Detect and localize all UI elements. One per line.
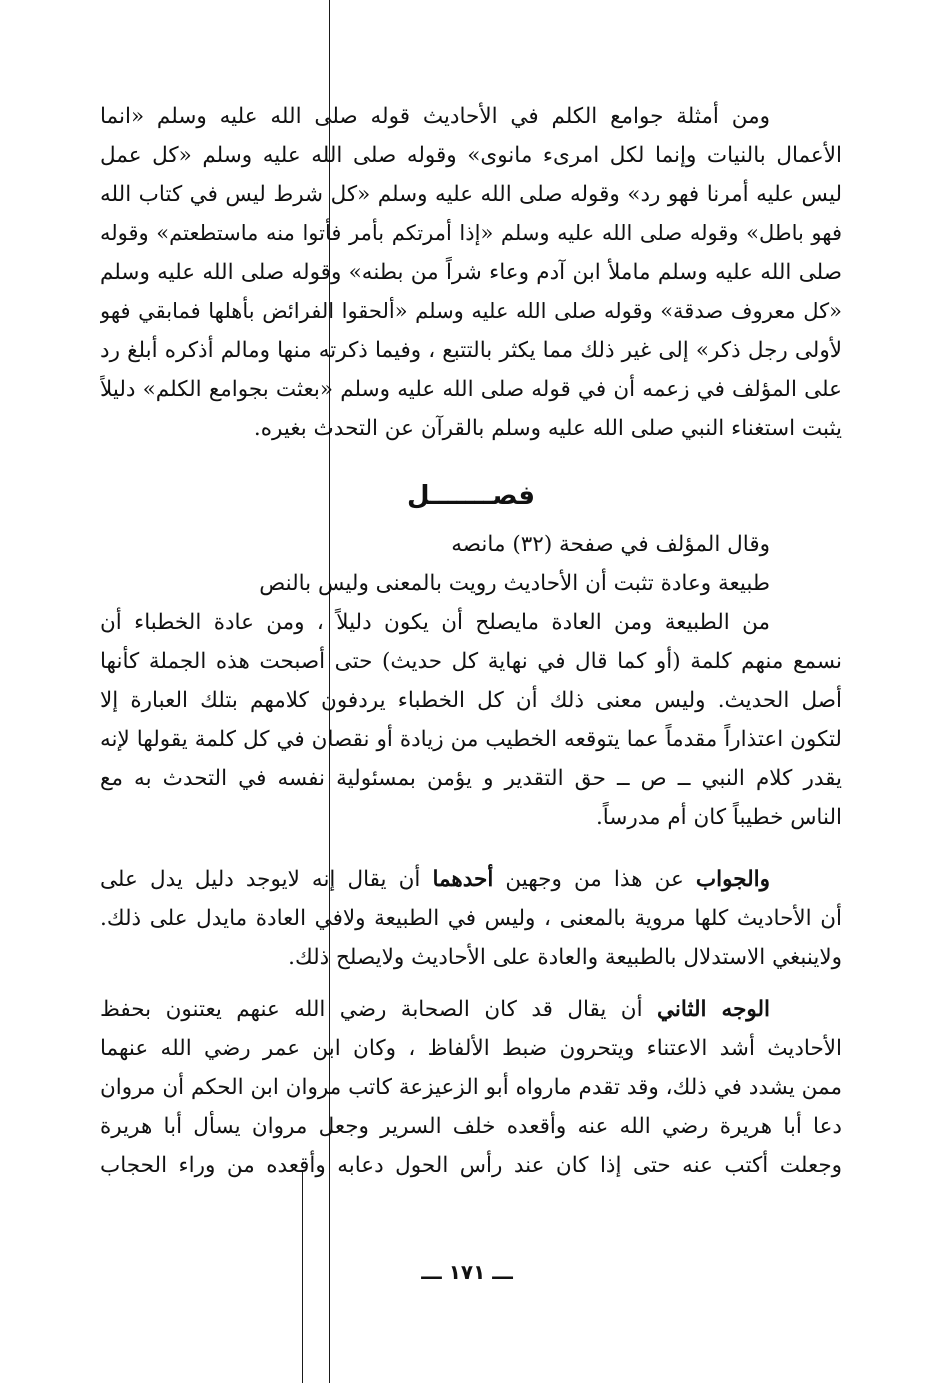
text-line: ولاينبغي الاستدلال بالطبيعة والعادة على الأحاديث ولايصلح ذلك.	[288, 945, 842, 970]
second-aspect-text: أن يقال قد كان الصحابة رضي الله عنهم يعتنون بحفظ	[100, 997, 643, 1022]
text-line: لأولى رجل ذكر» إلى غير ذلك مما يكثر بالتتبع ، وفيما ذكرته منها ومالم أذكره أبلغ رد	[100, 338, 842, 363]
text-line: أن الأحاديث كلها مروية بالمعنى ، وليس في الطبيعة ولافي العادة مايدل على ذلك.	[100, 906, 842, 931]
paragraph-jawami-al-kalim	[100, 97, 842, 448]
text-line: يقدر كلام النبي ــ ص ــ حق التقدير و يؤمن بمسئولية نفسه في التحدث به مع	[100, 766, 842, 791]
answer-lead: والجواب	[695, 867, 770, 892]
answer-text-c: أن يقال إنه لايوجد دليل يدل على	[100, 867, 421, 892]
page-number: ـــ ١٧١ ـــ	[421, 1260, 513, 1284]
text-line	[100, 860, 842, 899]
text-line: ممن يشدد في ذلك، وقد تقدم مارواه أبو الزعيزعة كاتب مروان ابن الحكم أن مروان	[100, 1075, 842, 1100]
paragraph-author-quote	[100, 525, 842, 837]
text-line: أصل الحديث. وليس معنى ذلك أن كل الخطباء يردفون كلامهم بتلك العبارة إلا	[100, 688, 842, 713]
text-line: نسمع منهم كلمة (أو كما قال في نهاية كل حديث) حتى أصبحت هذه الجملة كأنها	[100, 649, 842, 674]
text-line: ومن أمثلة جوامع الكلم في الأحاديث قوله صلى الله عليه وسلم «انما	[100, 104, 770, 129]
second-aspect-lead: الوجه الثاني	[657, 997, 770, 1022]
answer-first-point: أحدهما	[432, 867, 494, 892]
text-line: الأعمال بالنيات وإنما لكل امرىء مانوى» وقوله صلى الله عليه وسلم «كل عمل	[100, 143, 842, 168]
text-line: «كل معروف صدقة» وقوله صلى الله عليه وسلم «ألحقوا الفرائض بأهلها فمابقي فهو	[100, 299, 842, 323]
text-line: يثبت استغناء النبي صلى الله عليه وسلم بالقرآن عن التحدث بغيره.	[253, 416, 842, 441]
text-line: الناس خطيباً كان أم مدرساً.	[595, 805, 842, 830]
text-line: دعا أبا هريرة رضي الله عنه وأقعده خلف السرير وجعل مروان يسأل أبا هريرة	[100, 1114, 842, 1139]
section-heading-text: فصـــــــل	[406, 481, 536, 511]
text-line: على المؤلف في زعمه أن في قوله صلى الله عليه وسلم «بعثت بجوامع الكلم» دليلاً	[100, 377, 842, 402]
answer-text-a: عن هذا من وجهين	[505, 867, 684, 892]
text-line: ليس عليه أمرنا فهو رد» وقوله صلى الله عليه وسلم «كل شرط ليس في كتاب الله	[100, 182, 842, 207]
text-line	[100, 990, 842, 1029]
text-line: الأحاديث أشد الاعتناء ويتحرون ضبط الألفاظ ، وكان ابن عمر رضي الله عنهما	[100, 1036, 842, 1061]
text-line: وقال المؤلف في صفحة (٣٢) مانصه	[451, 532, 770, 557]
text-line: من الطبيعة ومن العادة مايصلح أن يكون دليلاً ، ومن عادة الخطباء أن	[100, 610, 770, 635]
text-line: لتكون اعتذاراً مقدماً عما يتوقعه الخطيب من زيادة أو نقصان في كل كلمة يقولها لإنه	[100, 727, 842, 752]
text-line: صلى الله عليه وسلم ماملأ ابن آدم وعاء شراً من بطنه» وقوله صلى الله عليه وسلم	[100, 260, 842, 285]
paragraph-second-aspect	[100, 990, 842, 1185]
text-line: وجعلت أكتب عنه حتى إذا كان عند رأس الحول دعابه وأقعده من وراء الحجاب	[100, 1153, 842, 1178]
paragraph-answer	[100, 860, 842, 977]
text-line: فهو باطل» وقوله صلى الله عليه وسلم «إذا أمرتكم بأمر فأتوا منه ماستطعتم» وقوله	[100, 221, 842, 245]
section-heading	[100, 474, 842, 518]
text-line: طبيعة وعادة تثبت أن الأحاديث رويت بالمعنى وليس بالنص	[259, 571, 770, 596]
